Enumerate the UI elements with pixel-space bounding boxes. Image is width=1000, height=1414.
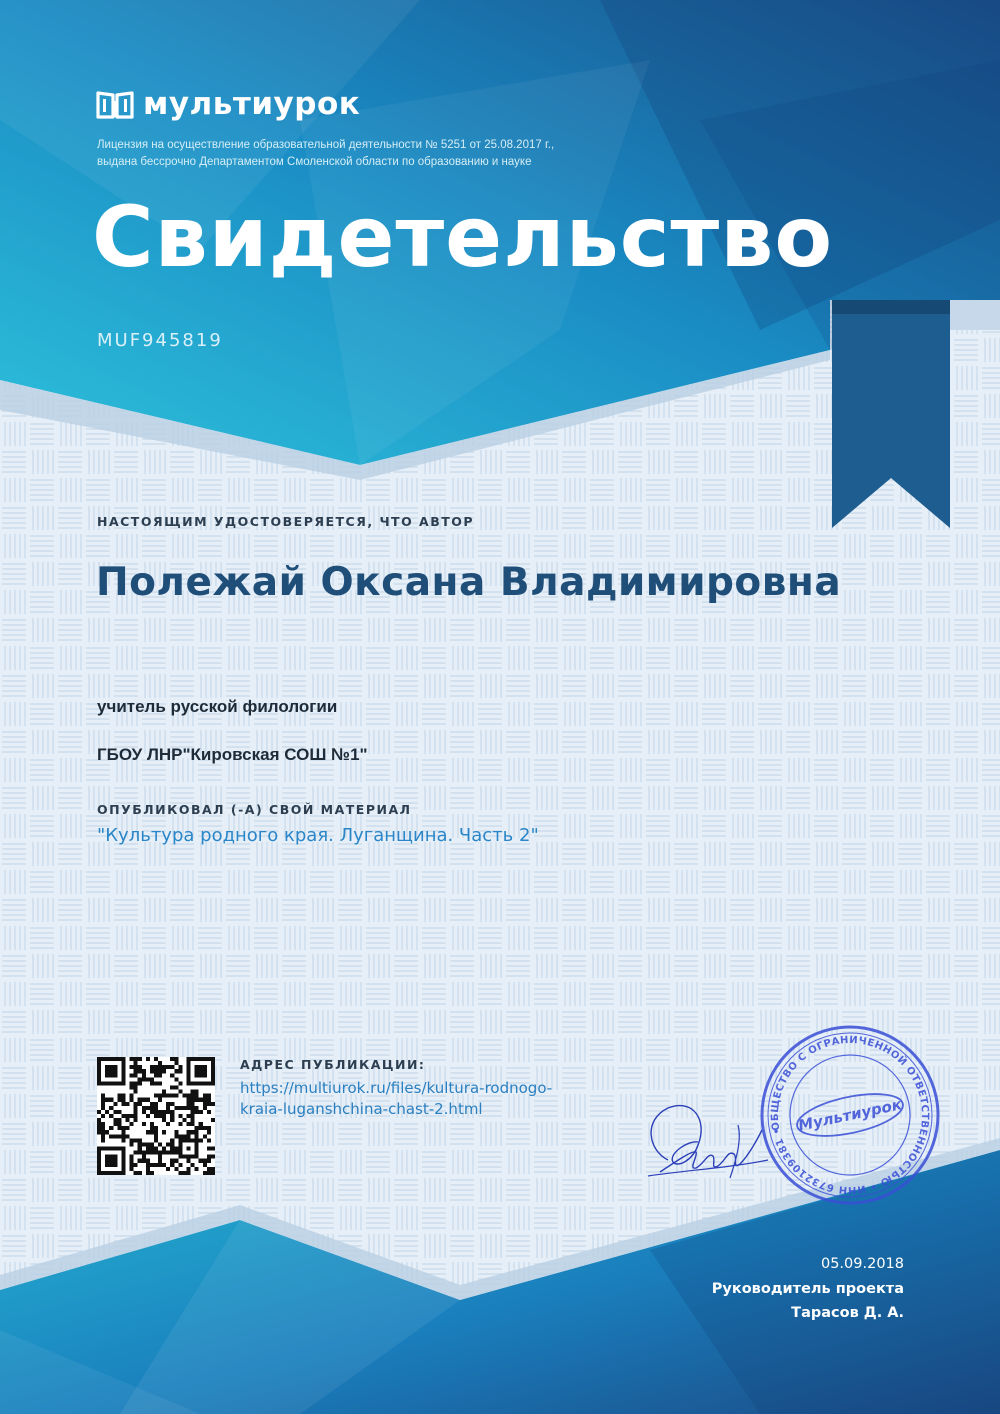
certificate-code: MUF945819	[97, 330, 223, 351]
certify-text: НАСТОЯЩИМ УДОСТОВЕРЯЕТСЯ, ЧТО АВТОР	[97, 514, 475, 529]
book-icon	[95, 87, 135, 121]
address-line-2[interactable]: kraia-luganshchina-chast-2.html	[240, 1100, 483, 1118]
license-line-2: выдана бессрочно Департаментом Смоленской области по образованию и науке	[97, 156, 532, 168]
license-line-1: Лицензия на осуществление образовательной деятельности № 5251 от 25.08.2017 г.,	[97, 139, 555, 151]
author-name: Полежай Оксана Владимировна	[96, 560, 842, 605]
qr-code[interactable]	[97, 1057, 215, 1175]
address-label: АДРЕС ПУБЛИКАЦИИ:	[240, 1057, 426, 1072]
author-school: ГБОУ ЛНР"Кировская СОШ №1"	[97, 745, 368, 764]
director-name: Тарасов Д. А.	[791, 1305, 904, 1321]
company-seal	[755, 1020, 945, 1210]
seal-ring-text: ОБЩЕСТВО С ОГРАНИЧЕННОЙ ОТВЕТСТВЕННОСТЬЮ • ИНН 6732109381 •	[769, 1034, 931, 1196]
seal-center-text: Мультиурок	[796, 1095, 904, 1135]
brand-logo	[95, 86, 360, 122]
material-title: "Культура родного края. Луганщина. Часть 2"	[97, 825, 539, 846]
author-position: учитель русской филологии	[97, 697, 338, 716]
issue-date: 05.09.2018	[820, 1256, 904, 1272]
certificate-title: Свидетельство	[92, 188, 834, 286]
license-text	[97, 137, 737, 171]
brand-name: мультиурок	[143, 86, 361, 122]
director-role: Руководитель проекта	[711, 1281, 904, 1297]
address-line-1[interactable]: https://multiurok.ru/files/kultura-rodnogo-	[240, 1079, 553, 1097]
ribbon-bookmark	[832, 300, 950, 528]
address-link[interactable]	[240, 1078, 620, 1120]
published-label: ОПУБЛИКОВАЛ (-А) СВОЙ МАТЕРИАЛ	[97, 802, 412, 817]
